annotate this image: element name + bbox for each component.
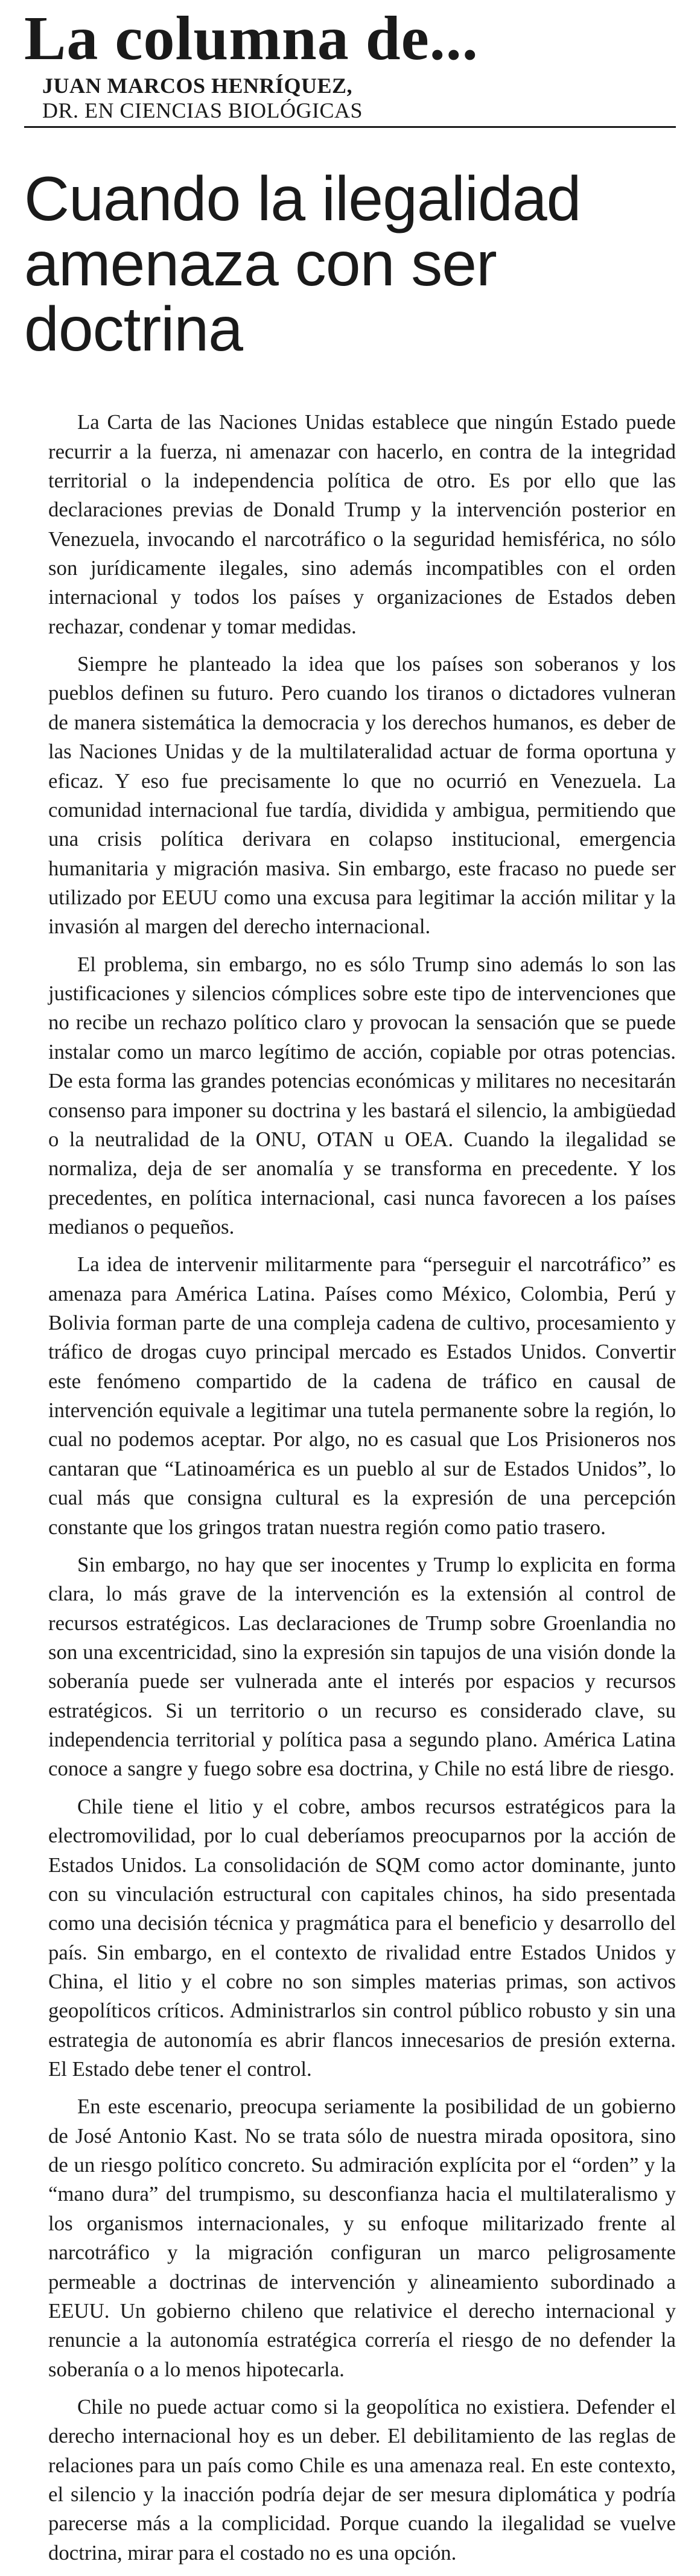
article-headline: [24, 163, 676, 365]
column-title: La columna de...: [24, 4, 479, 73]
article-paragraph-7: En este escenario, preocupa seriamente la posibilidad de un gobierno de José Antonio Kast. No se trata sólo de nuestra mirada opositora, sino de un riesgo político concreto. Su admiración explícita por el “orden” y la “mano dura” del trumpismo, su desconfianza hacia el multilateralismo y los organismos internacionales, y su enfoque militarizado frente al narcotráfico y la migración configuran un marco peligrosamente permeable a doctrinas de intervención y alineamiento subordinado a EEUU. Un gobierno chileno que relativice el derecho internacional y renuncie a la autonomía estratégica correría el riesgo de no defender la soberanía o a lo menos hipotecarla.: [48, 2095, 676, 2381]
author-title: DR. EN CIENCIAS BIOLÓGICAS: [42, 98, 363, 123]
byline: [42, 74, 676, 124]
headline-line-1: Cuando la ilegalidad: [24, 163, 581, 234]
article-paragraph-2: Siempre he planteado la idea que los países son soberanos y los pueblos definen su futuro. Pero cuando los tiranos o dictadores vulneran de manera sistemática la democracia y los derechos humanos, es deber de las Naciones Unidas y de la multilateralidad actuar de forma oportuna y eficaz. Y eso fue precisamente lo que no ocurrió en Venezuela. La comunidad internacional fue tardía, dividida y ambigua, permitiendo que una crisis política derivara en colapso institucional, emergencia humanitaria y migración masiva. Sin embargo, este fracaso no puede ser utilizado por EEUU como una excusa para legitimar la acción militar y la invasión al margen del derecho internacional.: [48, 652, 676, 939]
article-paragraph-3: El problema, sin embargo, no es sólo Trump sino además lo son las justificaciones y silencios cómplices sobre este tipo de intervenciones que no recibe un rechazo político claro y provocan la sensación que se puede instalar como un marco legítimo de acción, copiable por otras potencias. De esta forma las grandes potencias económicas y militares no necesitarán consenso para imponer su doctrina y les bastará el silencio, la ambigüedad o la neutralidad de la ONU, OTAN u OEA. Cuando la ilegalidad se normaliza, deja de ser anomalía y se transforma en precedente. Y los precedentes, en política internacional, casi nunca favorecen a los países medianos o pequeños.: [48, 952, 676, 1239]
article-paragraph-4: La idea de intervenir militarmente para “perseguir el narcotráfico” es amenaza para América Latina. Países como México, Colombia, Perú y Bolivia forman parte de una compleja cadena de cultivo, procesamiento y tráfico de drogas cuyo principal mercado es Estados Unidos. Convertir este fenómeno compartido de la cadena de tráfico en causal de intervención equivale a legitimar una tutela permanente sobre la región, lo cual no podemos aceptar. Por algo, no es casual que Los Prisioneros nos cantaran que “Latinoamérica es un pueblo al sur de Estados Unidos”, lo cual más que consigna cultural es la expresión de una percepción constante que los gringos tratan nuestra región como patio trasero.: [48, 1252, 676, 1539]
article-paragraph-6: Chile tiene el litio y el cobre, ambos recursos estratégicos para la electromovilidad, por lo cual deberíamos preocuparnos por la acción de Estados Unidos. La consolidación de SQM como actor dominante, junto con su vinculación estructural con capitales chinos, ha sido presentada como una decisión técnica y pragmática para el beneficio y desarrollo del país. Sin embargo, en el contexto de rivalidad entre Estados Unidos y China, el litio y el cobre no son simples materias primas, son activos geopolíticos críticos. Administrarlos sin control público robusto y sin una estrategia de autonomía es abrir flancos innecesarios de presión externa. El Estado debe tener el control.: [48, 1794, 676, 2081]
article-paragraph-5: Sin embargo, no hay que ser inocentes y Trump lo explicita en forma clara, lo más grave de la intervención es la extensión al control de recursos estratégicos. Las declaraciones de Trump sobre Groenlandia no son una excentricidad, sino la expresión sin tapujos de una visión donde la soberanía puede ser vulnerada ante el interés por espacios y recursos estratégicos. Si un territorio o un recurso es considerado clave, su independencia territorial y política pasa a segundo plano. América Latina conoce a sangre y fuego sobre esa doctrina, y Chile no está libre de riesgo.: [48, 1552, 676, 1781]
newspaper-column: [24, 4, 676, 2576]
article-body: [24, 408, 676, 2568]
headline-line-2: amenaza con ser doctrina: [24, 229, 497, 365]
article-paragraph-8: Chile no puede actuar como si la geopolítica no existiera. Defender el derecho internacional hoy es un deber. El debilitamiento de las reglas de relaciones para un país como Chile es una amenaza real. En este contexto, el silencio y la inacción podría dejar de ser mesura diplomática y podría parecerse más a la complicidad. Porque cuando la ilegalidad se vuelve doctrina, mirar para el costado no es una opción.: [48, 2394, 676, 2565]
author-name: JUAN MARCOS HENRÍQUEZ,: [42, 74, 353, 98]
column-header: [24, 4, 676, 128]
article-paragraph-1: La Carta de las Naciones Unidas establece que ningún Estado puede recurrir a la fuerza, ni amenazar con hacerlo, en contra de la integridad territorial o la independencia política de otro. Es por ello que las declaraciones previas de Donald Trump y la intervención posterior en Venezuela, invocando el narcotráfico o la seguridad hemisférica, no sólo son jurídicamente ilegales, sino además incompatibles con el orden internacional y todos los países y organizaciones de Estados deben rechazar, condenar y tomar medidas.: [48, 410, 676, 638]
